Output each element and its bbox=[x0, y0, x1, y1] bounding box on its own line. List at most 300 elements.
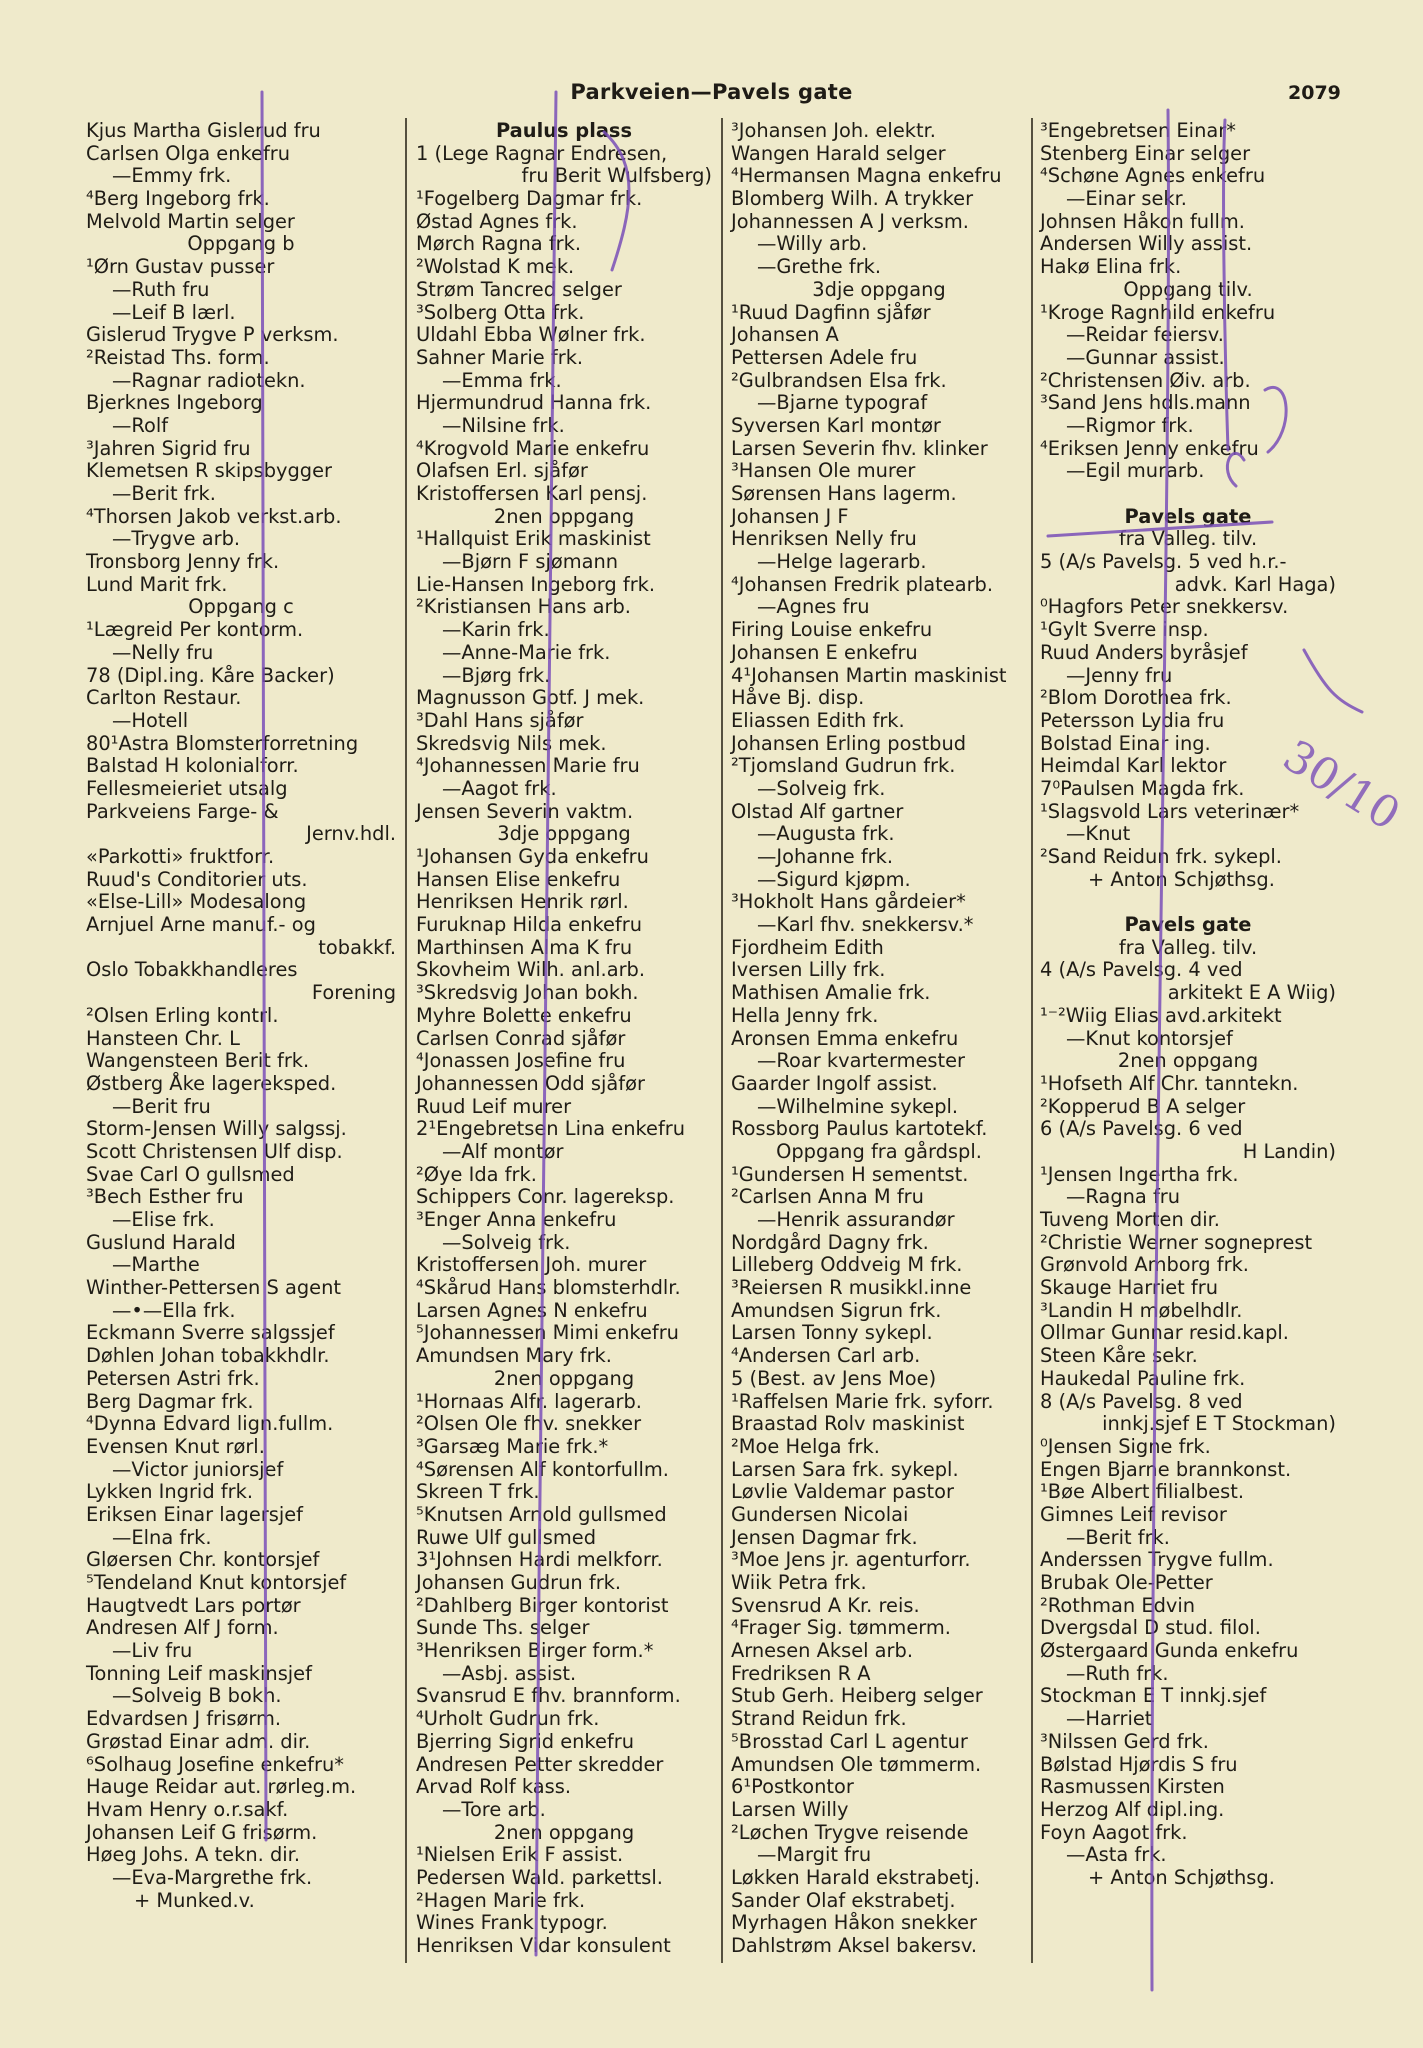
listing-line: «Parkotti» fruktforr. bbox=[86, 845, 275, 868]
listing-line: Johannessen A J verksm. bbox=[731, 209, 969, 233]
listing-line: Storm-Jensen Willy salgssj. bbox=[86, 1117, 347, 1141]
listing-line: Wangen Harald selger bbox=[731, 141, 946, 165]
listing-line: —Henrik assurandør bbox=[757, 1208, 955, 1231]
pencil-stroke bbox=[262, 92, 266, 1840]
listing-line: Svansrud E fhv. brannform. bbox=[416, 1684, 681, 1708]
listing-line: ⁰Hagfors Peter snekkersv. bbox=[1040, 595, 1289, 619]
listing-line: Wiik Petra frk. bbox=[731, 1571, 867, 1594]
listing-line: Kristoffersen Joh. murer bbox=[416, 1253, 647, 1277]
listing-line: Løkken Harald ekstrabetj. bbox=[731, 1865, 981, 1889]
listing-line: Strand Reidun frk. bbox=[731, 1707, 907, 1731]
listing-line: Myrhagen Håkon snekker bbox=[731, 1911, 978, 1935]
listing-line: + Anton Schjøthsg. bbox=[1088, 1865, 1275, 1889]
listing-line: ²Sand Reidun frk. sykepl. bbox=[1040, 845, 1282, 868]
listing-line: Marthinsen Alma K fru bbox=[416, 935, 633, 959]
listing-line: Johansen Erling postbud bbox=[731, 731, 967, 755]
listing-line: —Wilhelmine sykepl. bbox=[757, 1094, 959, 1118]
listing-line: Svensrud A Kr. reis. bbox=[731, 1593, 920, 1617]
listing-line: Østad Agnes frk. bbox=[416, 209, 578, 233]
listing-line: Bølstad Hjørdis S fru bbox=[1040, 1752, 1238, 1776]
listing-line: Herzog Alf dipl.ing. bbox=[1040, 1797, 1225, 1821]
listing-line: Henriksen Nelly fru bbox=[731, 527, 917, 551]
listing-line: —Ruth fru bbox=[112, 277, 210, 301]
listing-line: 1 (Lege Ragnar Endresen, bbox=[416, 141, 668, 165]
listing-line: 6 (A/s Pavelsg. 6 ved bbox=[1040, 1117, 1243, 1141]
listing-line: —Jenny fru bbox=[1066, 663, 1173, 687]
listing-line: Ruud Leif murer bbox=[416, 1094, 572, 1118]
listing-line: Johnsen Håkon fullm. bbox=[1040, 209, 1245, 233]
listing-line: Anderssen Trygve fullm. bbox=[1040, 1548, 1274, 1572]
listing-line: Ruud's Conditorier uts. bbox=[86, 867, 308, 891]
listing-line: tobakkf. bbox=[318, 935, 396, 959]
listing-line: Tronsborg Jenny frk. bbox=[86, 550, 280, 574]
listing-line: Wangensteen Berit frk. bbox=[86, 1049, 310, 1073]
listing-line: —Grethe frk. bbox=[757, 255, 882, 279]
listing-line: —Ragna fru bbox=[1066, 1185, 1181, 1209]
listing-line: ¹Gylt Sverre insp. bbox=[1040, 618, 1209, 642]
listing-line: —Berit frk. bbox=[1066, 1525, 1170, 1549]
listing-line: 6¹Postkontor bbox=[731, 1775, 854, 1799]
listing-line: Larsen Willy bbox=[731, 1797, 849, 1821]
listing-line: advk. Karl Haga) bbox=[1174, 572, 1336, 596]
listing-line: ⁴Berg Ingeborg frk. bbox=[86, 187, 270, 211]
listing-line: —Victor juniorsjef bbox=[112, 1457, 284, 1481]
listing-line: ⁴Krogvold Marie enkefru bbox=[416, 436, 650, 460]
listing-line: Parkveiens Farge- & bbox=[86, 799, 279, 823]
listing-line: Pettersen Adele fru bbox=[731, 345, 918, 369]
listing-line: —Eva-Margrethe frk. bbox=[112, 1865, 313, 1889]
listing-line: ¹Fogelberg Dagmar frk. bbox=[416, 187, 643, 211]
listing-line: H Landin) bbox=[1242, 1139, 1336, 1163]
listing-line: Olafsen Erl. sjåfør bbox=[416, 459, 588, 483]
listing-line: Arvad Rolf kass. bbox=[416, 1775, 572, 1799]
listing-line: Amundsen Sigrun frk. bbox=[731, 1298, 942, 1322]
listing-line: arkitekt E A Wiig) bbox=[1167, 981, 1336, 1005]
listing-line: —Karl fhv. snekkersv.* bbox=[757, 913, 974, 937]
listing-line: ³Nilssen Gerd frk. bbox=[1040, 1729, 1209, 1753]
listing-line: Tonning Leif maskinsjef bbox=[86, 1661, 312, 1685]
listing-line: Døhlen Johan tobakkhdlr. bbox=[86, 1344, 330, 1368]
listing-line: Mørch Ragna frk. bbox=[416, 232, 582, 256]
listing-line: ¹Lægreid Per kontorm. bbox=[86, 618, 304, 642]
entrance-heading: Oppgang b bbox=[187, 232, 295, 256]
pencil-stroke bbox=[1152, 110, 1169, 1990]
listing-line: Uldahl Ebba Wølner frk. bbox=[416, 323, 646, 347]
listing-line: ⁴Johannessen Marie fru bbox=[416, 754, 640, 778]
listing-line: ³Engebretsen Einar* bbox=[1040, 119, 1236, 142]
listing-line: Brubak Ole-Petter bbox=[1040, 1571, 1213, 1594]
listing-line: ⁴Sørensen Alf kontorfullm. bbox=[416, 1457, 669, 1481]
listing-line: Grønvold Amborg frk. bbox=[1040, 1253, 1249, 1277]
listing-line: Hjermundrud Hanna frk. bbox=[416, 391, 652, 415]
listing-line: ²Løchen Trygve reisende bbox=[731, 1820, 969, 1844]
listing-line: Kristoffersen Karl pensj. bbox=[416, 482, 648, 505]
listing-line: Winther-Pettersen S agent bbox=[86, 1276, 341, 1300]
listing-line: —Aagot frk. bbox=[442, 776, 557, 800]
listing-line: Ollmar Gunnar resid.kapl. bbox=[1040, 1321, 1289, 1345]
listing-line: —Rolf bbox=[112, 413, 169, 437]
listing-line: ¹Gundersen H sementst. bbox=[731, 1162, 969, 1186]
listing-line: ³Hokholt Hans gårdeier* bbox=[731, 890, 966, 914]
listing-line: Østergaard Gunda enkefru bbox=[1040, 1639, 1299, 1663]
section-heading: Paulus plass bbox=[495, 119, 633, 142]
listing-line: —Nelly fru bbox=[112, 640, 214, 664]
listing-line: —Marthe bbox=[112, 1253, 200, 1277]
listing-line: Schippers Conr. lagereksp. bbox=[416, 1185, 675, 1209]
listing-line: Mathisen Amalie frk. bbox=[731, 981, 931, 1005]
listing-line: Haukedal Pauline frk. bbox=[1040, 1366, 1246, 1390]
listing-line: 3¹Johnsen Hardi melkforr. bbox=[416, 1548, 663, 1572]
listing-line: 78 (Dipl.ing. Kåre Backer) bbox=[86, 663, 335, 687]
listing-line: Johansen Leif G frisørm. bbox=[86, 1820, 318, 1844]
listing-line: Sander Olaf ekstrabetj. bbox=[731, 1888, 956, 1912]
listing-line: Ruwe Ulf gullsmed bbox=[416, 1525, 597, 1549]
listing-line: —Elise frk. bbox=[112, 1208, 215, 1231]
pencil-stroke bbox=[1227, 453, 1244, 486]
listing-line: ²Rothman Edvin bbox=[1040, 1593, 1196, 1617]
listing-line: Stenberg Einar selger bbox=[1040, 141, 1251, 165]
listing-line: Myhre Bolette enkefru bbox=[416, 1003, 632, 1027]
listing-line: —Anne-Marie frk. bbox=[442, 640, 611, 664]
listing-line: Bjerknes Ingeborg bbox=[86, 391, 263, 415]
listing-line: Larsen Severin fhv. klinker bbox=[731, 436, 988, 460]
listing-line: —Alf montør bbox=[442, 1139, 564, 1163]
listing-line: Amundsen Mary frk. bbox=[416, 1344, 612, 1368]
listing-line: Heimdal Karl lektor bbox=[1040, 754, 1227, 778]
listing-line: ²Olsen Ole fhv. snekker bbox=[416, 1412, 642, 1436]
listing-line: Wines Frank typogr. bbox=[416, 1911, 608, 1935]
listing-line: —Johanne frk. bbox=[757, 845, 894, 868]
listing-line: Lykken Ingrid frk. bbox=[86, 1480, 253, 1504]
listing-line: —Hotell bbox=[112, 708, 189, 732]
listing-line: Løvlie Valdemar pastor bbox=[731, 1480, 954, 1504]
listing-line: ⁴Jonassen Josefine fru bbox=[416, 1049, 626, 1073]
listing-line: —Agnes fru bbox=[757, 595, 870, 619]
listing-line: ³Hansen Ole murer bbox=[731, 459, 916, 483]
listing-line: ⁴Andersen Carl arb. bbox=[731, 1344, 921, 1368]
listing-line: 4¹Johansen Martin maskinist bbox=[731, 663, 1007, 687]
listing-line: Nordgård Dagny frk. bbox=[731, 1230, 929, 1254]
listing-line: ²Carlsen Anna M fru bbox=[731, 1185, 924, 1209]
listing-line: ¹Kroge Ragnhild enkefru bbox=[1040, 300, 1276, 324]
listing-line: —Solveig frk. bbox=[757, 776, 886, 800]
pencil-stroke bbox=[604, 132, 629, 270]
listing-line: Hansteen Chr. L bbox=[86, 1026, 240, 1050]
listing-line: Eliassen Edith frk. bbox=[731, 708, 905, 732]
listing-line: Dvergsdal D stud. filol. bbox=[1040, 1616, 1261, 1640]
listing-line: —Helge lagerarb. bbox=[757, 550, 927, 574]
listing-line: Gimnes Leif revisor bbox=[1040, 1502, 1227, 1526]
listing-line: Melvold Martin selger bbox=[86, 209, 295, 233]
listing-line: Petersson Lydia fru bbox=[1040, 708, 1225, 732]
listing-line: ²Reistad Ths. form. bbox=[86, 345, 270, 369]
listing-line: ²Gulbrandsen Elsa frk. bbox=[731, 368, 947, 392]
listing-line: ³Bech Esther fru bbox=[86, 1185, 244, 1209]
page-title: Parkveien—Pavels gate bbox=[570, 80, 853, 104]
listing-line: Strøm Tancred selger bbox=[416, 277, 622, 301]
listing-line: ⁵Knutsen Arnold gullsmed bbox=[416, 1502, 667, 1526]
listing-line: —Egil murarb. bbox=[1066, 459, 1205, 483]
listing-line: ⁵Brosstad Carl L agentur bbox=[731, 1729, 968, 1753]
listing-line: —Rigmor frk. bbox=[1066, 413, 1194, 437]
listing-line: Dahlstrøm Aksel bakersv. bbox=[731, 1934, 978, 1957]
listing-line: Hella Jenny frk. bbox=[731, 1003, 879, 1027]
listing-line: Jensen Dagmar frk. bbox=[731, 1525, 918, 1549]
listing-line: Braastad Rolv maskinist bbox=[731, 1412, 965, 1436]
listing-line: ³Enger Anna enkefru bbox=[416, 1208, 617, 1231]
listing-line: ⁵Johannessen Mimi enkefru bbox=[416, 1321, 679, 1345]
listing-line: Arnjuel Arne manuf.- og bbox=[86, 913, 316, 937]
entrance-heading: Oppgang tilv. bbox=[1123, 277, 1253, 301]
listing-line: Sahner Marie frk. bbox=[416, 345, 584, 369]
listing-line: —Solveig B bokh. bbox=[112, 1684, 282, 1708]
entrance-heading: 2nen oppgang bbox=[1117, 1049, 1259, 1073]
listing-line: Klemetsen R skipsbygger bbox=[86, 459, 333, 483]
listing-line: 7⁰Paulsen Magda frk. bbox=[1040, 776, 1245, 800]
entrance-heading: 3dje oppgang bbox=[497, 822, 631, 846]
entrance-heading: Oppgang c bbox=[188, 595, 294, 619]
listing-line: Kjus Martha Gislerud fru bbox=[86, 119, 321, 142]
entrance-heading: 2nen oppgang bbox=[493, 1366, 635, 1390]
listing-line: Sunde Ths. selger bbox=[416, 1616, 590, 1640]
listing-line: Syversen Karl montør bbox=[731, 413, 941, 437]
listing-line: Carlsen Olga enkefru bbox=[86, 141, 291, 165]
listing-line: 4 (A/s Pavelsg. 4 ved bbox=[1040, 958, 1243, 982]
listing-line: —Einar sekr. bbox=[1066, 187, 1187, 211]
listing-line: ²Tjomsland Gudrun frk. bbox=[731, 754, 956, 778]
listing-line: —Asbj. assist. bbox=[442, 1661, 577, 1685]
listing-line: Gislerud Trygve P verksm. bbox=[86, 323, 339, 347]
listing-line: —Karin frk. bbox=[442, 618, 550, 642]
listing-line: innkj.sjef E T Stockman) bbox=[1102, 1412, 1336, 1436]
listing-line: Svae Carl O gullsmed bbox=[86, 1162, 295, 1186]
listing-line: Jernv.hdl. bbox=[306, 822, 396, 846]
listing-line: —Nilsine frk. bbox=[442, 413, 565, 437]
listing-line: 80¹Astra Blomsterforretning bbox=[86, 731, 359, 755]
listing-line: Larsen Sara frk. sykepl. bbox=[731, 1457, 959, 1481]
listing-line: Carlsen Conrad sjåfør bbox=[416, 1026, 626, 1050]
listing-line: ³Moe Jens jr. agenturforr. bbox=[731, 1548, 971, 1572]
listing-line: ³Johansen Joh. elektr. bbox=[731, 119, 936, 142]
listing-line: ³Skredsvig Johan bokh. bbox=[416, 981, 639, 1005]
listing-line: Forening bbox=[311, 981, 396, 1005]
listing-line: ³Dahl Hans sjåfør bbox=[416, 708, 584, 732]
entrance-heading: 3dje oppgang bbox=[812, 277, 946, 301]
listing-line: Iversen Lilly frk. bbox=[731, 958, 886, 982]
listing-line: ⁰Jensen Signe frk. bbox=[1040, 1434, 1211, 1458]
listing-line: ²Christensen Øiv. arb. bbox=[1040, 368, 1251, 392]
listing-line: Skredsvig Nils mek. bbox=[416, 731, 607, 755]
listing-line: Foyn Aagot frk. bbox=[1040, 1820, 1188, 1844]
entrance-heading: Oppgang fra gårdspl. bbox=[776, 1139, 982, 1163]
listing-line: ³Garsæg Marie frk.* bbox=[416, 1434, 609, 1458]
listing-line: ²Kristiansen Hans arb. bbox=[416, 595, 631, 619]
listing-line: ⁴Frager Sig. tømmerm. bbox=[731, 1616, 951, 1640]
listing-line: —Bjørn F sjømann bbox=[442, 550, 619, 574]
listing-line: Henriksen Vidar konsulent bbox=[416, 1934, 671, 1957]
section-heading: Pavels gate bbox=[1124, 504, 1252, 528]
page-number: 2079 bbox=[1288, 82, 1341, 104]
listing-line: —Sigurd kjøpm. bbox=[757, 867, 911, 891]
listing-line: 2¹Engebretsen Lina enkefru bbox=[416, 1117, 686, 1141]
listing-line: Lund Marit frk. bbox=[86, 572, 228, 596]
listing-line: Stub Gerh. Heiberg selger bbox=[731, 1684, 983, 1708]
listing-line: Olstad Alf gartner bbox=[731, 799, 904, 823]
listing-line: Guslund Harald bbox=[86, 1230, 236, 1254]
listing-line: Grøstad Einar adm. dir. bbox=[86, 1729, 311, 1753]
listing-line: Carlton Restaur. bbox=[86, 686, 242, 710]
listing-line: Amundsen Ole tømmerm. bbox=[731, 1752, 982, 1776]
listing-line: Ruud Anders byråsjef bbox=[1040, 640, 1248, 664]
listing-line: Eriksen Einar lagersjef bbox=[86, 1502, 303, 1526]
listing-line: Andersen Willy assist. bbox=[1040, 232, 1253, 256]
listing-line: Lie-Hansen Ingeborg frk. bbox=[416, 572, 656, 596]
listing-line: Johansen J F bbox=[731, 504, 849, 528]
listing-line: Bjerring Sigrid enkefru bbox=[416, 1729, 634, 1753]
listing-line: ¹Ørn Gustav pusser bbox=[86, 255, 275, 279]
listing-line: ²Moe Helga frk. bbox=[731, 1434, 880, 1458]
listing-line: ⁴Skårud Hans blomsterhdlr. bbox=[416, 1276, 681, 1300]
listing-line: ¹Hofseth Alf Chr. tanntekn. bbox=[1040, 1071, 1299, 1095]
listing-line: Arnesen Aksel arb. bbox=[731, 1639, 914, 1663]
listing-line: ¹Nielsen Erik F assist. bbox=[416, 1843, 624, 1867]
listing-line: Evensen Knut rørl. bbox=[86, 1434, 265, 1458]
listing-line: —Berit fru bbox=[112, 1094, 211, 1118]
pencil-stroke bbox=[1304, 650, 1362, 712]
listing-line: ⁵Tendeland Knut kontorsjef bbox=[86, 1571, 347, 1594]
listing-line: Gaarder Ingolf assist. bbox=[731, 1071, 938, 1095]
listing-line: fru Berit Wulfsberg) bbox=[521, 164, 712, 188]
listing-line: Jensen Severin vaktm. bbox=[416, 799, 634, 823]
listing-line: —Gunnar assist. bbox=[1066, 345, 1225, 369]
listing-line: ⁴Johansen Fredrik platearb. bbox=[731, 572, 994, 596]
listing-line: Hakø Elina frk. bbox=[1040, 255, 1182, 279]
listing-line: ²Dahlberg Birger kontorist bbox=[416, 1593, 669, 1617]
listing-line: ¹Slagsvold Lars veterinær* bbox=[1040, 799, 1300, 823]
listing-line: ¹Hallquist Erik maskinist bbox=[416, 527, 651, 551]
listing-line: ⁴Urholt Gudrun frk. bbox=[416, 1707, 600, 1731]
listing-line: 5 (A/s Pavelsg. 5 ved h.r.- bbox=[1040, 550, 1287, 574]
listing-line: Firing Louise enkefru bbox=[731, 618, 933, 642]
listing-line: Larsen Agnes N enkefru bbox=[416, 1298, 648, 1322]
listing-line: Skovheim Wilh. anl.arb. bbox=[416, 958, 646, 982]
listing-line: —Reidar feiersv. bbox=[1066, 323, 1224, 347]
handwritten-note: 30/10 bbox=[1274, 730, 1409, 841]
listing-line: —Ragnar radiotekn. bbox=[112, 368, 306, 392]
listing-line: ²Christie Werner sogneprest bbox=[1040, 1230, 1313, 1254]
listing-line: ⁴Dynna Edvard lign.fullm. bbox=[86, 1412, 334, 1436]
listing-line: Skreen T frk. bbox=[416, 1480, 540, 1504]
listing-line: Hvam Henry o.r.sakf. bbox=[86, 1797, 289, 1821]
listing-line: ¹Jensen Ingertha frk. bbox=[1040, 1162, 1239, 1186]
listing-line: ¹Bøe Albert filialbest. bbox=[1040, 1480, 1245, 1504]
listing-line: Fredriksen R A bbox=[731, 1661, 871, 1685]
listing-line: ⁴Schøne Agnes enkefru bbox=[1040, 164, 1266, 188]
entrance-heading: 2nen oppgang bbox=[493, 504, 635, 528]
listing-line: ¹Ruud Dagfinn sjåfør bbox=[731, 300, 931, 324]
listing-line: Bolstad Einar ing. bbox=[1040, 731, 1211, 755]
listing-line: ³Henriksen Birger form.* bbox=[416, 1639, 654, 1663]
listing-line: Håve Bj. disp. bbox=[731, 686, 865, 710]
listing-line: —Asta frk. bbox=[1066, 1843, 1167, 1867]
listing-line: + Munked.v. bbox=[134, 1888, 255, 1912]
listing-line: ¹Raffelsen Marie frk. syforr. bbox=[731, 1389, 994, 1413]
listing-line: ³Landin H møbelhdlr. bbox=[1040, 1298, 1243, 1322]
listing-line: Balstad H kolonialforr. bbox=[86, 754, 299, 778]
listing-line: —Bjarne typograf bbox=[757, 391, 928, 415]
listing-line: Edvardsen J frisørm. bbox=[86, 1707, 282, 1731]
listing-line: Høeg Johs. A tekn. dir. bbox=[86, 1843, 301, 1867]
listing-line: Pedersen Wald. parkettsl. bbox=[416, 1865, 663, 1889]
pencil-stroke bbox=[536, 92, 556, 1955]
listing-line: Engen Bjarne brannkonst. bbox=[1040, 1457, 1292, 1481]
listing-line: Magnusson Gotf. J mek. bbox=[416, 686, 645, 710]
listing-line: + Anton Schjøthsg. bbox=[1088, 867, 1275, 891]
pencil-stroke bbox=[1265, 387, 1286, 452]
listing-line: ¹Johansen Gyda enkefru bbox=[416, 845, 649, 868]
listing-line: Haugtvedt Lars portør bbox=[86, 1593, 301, 1617]
listing-line: Andresen Petter skredder bbox=[416, 1752, 664, 1776]
pencil-stroke bbox=[1224, 120, 1228, 450]
listing-line: ³Sand Jens hdls.mann bbox=[1040, 391, 1251, 415]
listing-line: Tuveng Morten dir. bbox=[1040, 1208, 1220, 1231]
listing-line: Blomberg Wilh. A trykker bbox=[731, 187, 974, 211]
listing-line: —Bjørg frk. bbox=[442, 663, 551, 687]
listing-line: Eckmann Sverre salgssjef bbox=[86, 1321, 335, 1345]
listing-line: —Elna frk. bbox=[112, 1525, 212, 1549]
listing-line: —Emma frk. bbox=[442, 368, 562, 392]
listing-line: ⁴Hermansen Magna enkefru bbox=[731, 164, 1002, 188]
listing-line: 8 (A/s Pavelsg. 8 ved bbox=[1040, 1389, 1243, 1413]
listing-line: Steen Kåre sekr. bbox=[1040, 1344, 1198, 1368]
listing-line: —Tore arb. bbox=[442, 1797, 546, 1821]
listing-line: ²Wolstad K mek. bbox=[416, 255, 575, 279]
listing-line: —Liv fru bbox=[112, 1639, 193, 1663]
pencil-stroke bbox=[1048, 522, 1272, 536]
listing-line: —Leif B lærl. bbox=[112, 300, 236, 324]
listing-line: Andresen Alf J form. bbox=[86, 1616, 279, 1640]
listing-line: —Willy arb. bbox=[757, 232, 868, 256]
listing-line: Larsen Tonny sykepl. bbox=[731, 1321, 933, 1345]
listing-line: —Margit fru bbox=[757, 1843, 872, 1867]
listing-line: Hauge Reidar aut. rørleg.m. bbox=[86, 1775, 357, 1799]
listing-line: ⁴Eriksen Jenny enkefru bbox=[1040, 436, 1259, 460]
listing-line: Sørensen Hans lagerm. bbox=[731, 482, 957, 505]
listing-line: Furuknap Hilda enkefru bbox=[416, 913, 643, 937]
listing-line: 5 (Best. av Jens Moe) bbox=[731, 1366, 937, 1390]
listing-line: ⁴Thorsen Jakob verkst.arb. bbox=[86, 504, 342, 528]
listing-line: ⁶Solhaug Josefine enkefru* bbox=[86, 1752, 344, 1776]
listing-line: ²Olsen Erling kontrl. bbox=[86, 1003, 279, 1027]
listing-line: Scott Christensen Ulf disp. bbox=[86, 1139, 343, 1163]
listing-line: ¹⁻²Wiig Elias avd.arkitekt bbox=[1040, 1003, 1282, 1027]
listing-line: —Knut kontorsjef bbox=[1066, 1026, 1233, 1050]
entrance-heading: fra Valleg. tilv. bbox=[1118, 527, 1258, 551]
listing-line: —Emmy frk. bbox=[112, 164, 232, 188]
listing-line: ²Kopperud B A selger bbox=[1040, 1094, 1246, 1118]
listing-line: Johansen E enkefru bbox=[731, 640, 918, 664]
listing-line: —Ruth frk. bbox=[1066, 1661, 1169, 1685]
listing-line: Gundersen Nicolai bbox=[731, 1502, 909, 1526]
listing-line: ³Jahren Sigrid fru bbox=[86, 436, 251, 460]
listing-line: Johannessen Odd sjåfør bbox=[416, 1071, 645, 1095]
listing-line: Rasmussen Kirsten bbox=[1040, 1775, 1225, 1799]
listing-line: Rossborg Paulus kartotekf. bbox=[731, 1117, 988, 1141]
listing-line: —Knut bbox=[1066, 822, 1131, 846]
listing-line: Lilleberg Oddveig M frk. bbox=[731, 1253, 963, 1277]
listing-line: —Solveig frk. bbox=[442, 1230, 571, 1254]
listing-line: Petersen Astri frk. bbox=[86, 1366, 260, 1390]
